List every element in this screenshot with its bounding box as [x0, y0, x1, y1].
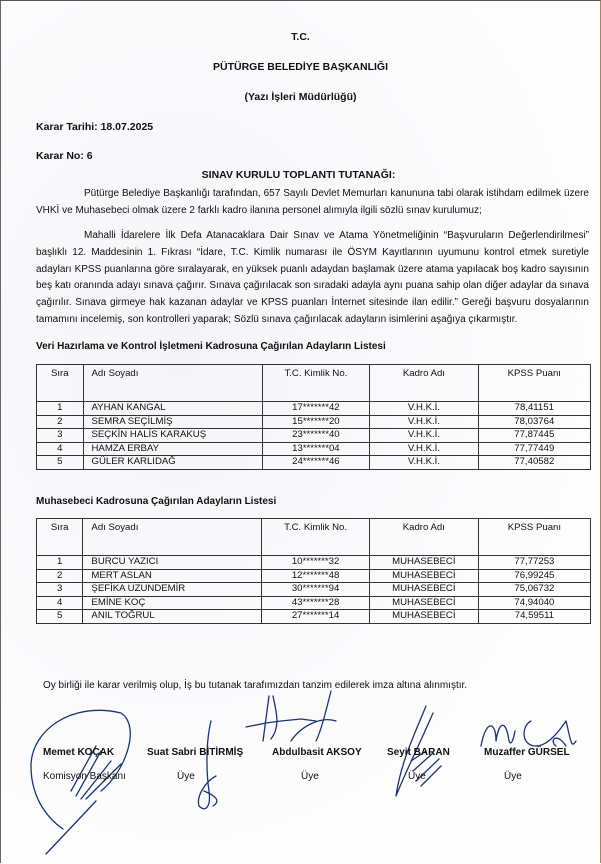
cell-id: 12*******48	[262, 569, 370, 583]
cell-id: 23*******40	[262, 429, 370, 443]
document-title: SINAV KURULU TOPLANTI TUTANAĞI:	[201, 169, 396, 181]
cell-id: 10*******32	[262, 556, 370, 570]
cell-id: 27*******14	[262, 610, 370, 624]
cell-order: 4	[37, 596, 83, 610]
cell-score: 78,03764	[478, 415, 590, 429]
cell-position: MUHASEBECİ	[369, 556, 478, 570]
cell-score: 74,94040	[478, 596, 590, 610]
cell-id: 17*******42	[262, 402, 370, 416]
col-header-score: KPSS Puanı	[478, 519, 590, 556]
signatory-name: Muzaffer GÜRSEL	[484, 747, 570, 758]
signatory-role: Üye	[177, 771, 195, 782]
cell-score: 78,41151	[478, 402, 590, 416]
vhki-table-heading: Veri Hazırlama ve Kontrol İşletmeni Kadrosuna Çağırılan Adayların Listesi	[36, 341, 386, 352]
cell-name: GÜLER KARLIDAĞ	[83, 456, 262, 470]
col-header-order: Sıra	[37, 519, 83, 556]
cell-name: MERT ASLAN	[83, 569, 262, 583]
closing-statement: Oy birliği ile karar verilmiş olup, İş bu tutanak tarafımızdan tanzim edilerek imza altına alınmıştır.	[43, 680, 468, 691]
decision-date: Karar Tarihi: 18.07.2025	[36, 121, 154, 133]
cell-order: 1	[37, 402, 84, 416]
accountant-table-heading: Muhasebeci Kadrosuna Çağırılan Adayların Listesi	[36, 496, 277, 507]
signatory-name: Abdulbasit AKSOY	[272, 747, 362, 758]
paragraph-intro-text: Pütürge Belediye Başkanlığı tarafından, 657 Sayılı Devlet Memurları kanununa tabi olarak istihdam edilmek üzere VHKİ ve Muhasebeci olmak üzere 2 farklı kadro ilanına personel alımıyla ilgili sözlü sınav kurulumuz;	[36, 188, 589, 216]
signatory-role: Üye	[408, 771, 426, 782]
cell-score: 77,40582	[478, 456, 590, 470]
cell-score: 77,77449	[478, 442, 590, 456]
cell-position: V.H.K.İ.	[370, 415, 478, 429]
signature-marks	[1, 1, 600, 863]
cell-id: 43*******28	[262, 596, 370, 610]
signatory-role: Üye	[301, 771, 319, 782]
cell-name: HAMZA ERBAY	[83, 442, 262, 456]
cell-id: 24*******46	[262, 456, 370, 470]
cell-position: MUHASEBECİ	[369, 596, 478, 610]
signature-bitirmis	[198, 721, 216, 809]
cell-position: MUHASEBECİ	[369, 583, 478, 597]
cell-position: V.H.K.İ.	[370, 456, 478, 470]
cell-name: SEÇKİN HALİS KARAKUŞ	[83, 429, 262, 443]
col-header-position: Kadro Adı	[369, 519, 478, 556]
cell-score: 74,59511	[478, 610, 590, 624]
signature-gursel	[481, 721, 576, 746]
cell-position: V.H.K.İ.	[370, 402, 478, 416]
cell-order: 1	[37, 556, 83, 570]
cell-id: 13*******04	[262, 442, 370, 456]
signature-aksoy	[246, 691, 336, 741]
cell-order: 5	[37, 456, 84, 470]
signature-kocak	[31, 710, 130, 854]
cell-position: V.H.K.İ.	[370, 429, 478, 443]
cell-id: 15*******20	[262, 415, 370, 429]
decision-number: Karar No: 6	[36, 150, 93, 162]
cell-name: AYHAN KANGAL	[83, 402, 262, 416]
cell-order: 2	[37, 569, 83, 583]
signatory-name: Seyit BARAN	[387, 747, 450, 758]
cell-position: V.H.K.İ.	[370, 442, 478, 456]
cell-name: ŞEFİKA UZUNDEMİR	[83, 583, 262, 597]
cell-position: MUHASEBECİ	[369, 569, 478, 583]
signatory-name: Suat Sabri BİTİRMİŞ	[147, 747, 244, 758]
header-department: (Yazı İşleri Müdürlüğü)	[244, 91, 357, 103]
paragraph-regulation-text: Mahalli İdarelere İlk Defa Atanacaklara Dair Sınav ve Atama Yönetmeliğinin “Başvuruların Değerlendirilmesi” başlıklı 12. Maddesinin 1. Fıkrası “İdare, T.C. Kimlik numarası ile ÖSYM Kayıtlarının uyumunu kontrol etmek suretiyle adayları KPSS puanlarına göre sıralayarak, en yüksek puanlı adaydan başlamak üzere atama yapılacak boş kadro sayısının beş katı oranında adayı sınava çağırır. Sınava çağırılacak son sıradaki adayla aynı puana sahip olan diğer adaylar da sınava çağırılır. Sınava girmeye hak kazanan adaylar ve KPSS puanları İnternet sitesinde ilan edilir.” Gereği başvuru dosyalarının tamamını incelemiş, son kontrolleri yaparak; Sözlü sınava çağırılacak adayların isimlerini aşağıya çıkarmıştır.	[36, 230, 589, 325]
cell-name: EMİNE KOÇ	[83, 596, 262, 610]
col-header-id: T.C. Kimlik No.	[262, 365, 370, 402]
cell-order: 2	[37, 415, 84, 429]
cell-name: BURCU YAZICI	[83, 556, 262, 570]
col-header-order: Sıra	[37, 365, 84, 402]
signatory-role: Komisyon Başkanı	[43, 771, 126, 782]
cell-score: 76,99245	[478, 569, 590, 583]
cell-name: SEMRA SEÇİLMİŞ	[83, 415, 262, 429]
cell-position: MUHASEBECİ	[369, 610, 478, 624]
cell-order: 5	[37, 610, 83, 624]
signatory-name: Memet KOÇAK	[43, 747, 115, 758]
cell-score: 75,06732	[478, 583, 590, 597]
cell-id: 30*******94	[262, 583, 370, 597]
col-header-position: Kadro Adı	[370, 365, 478, 402]
col-header-name: Adı Soyadı	[83, 365, 262, 402]
cell-order: 4	[37, 442, 84, 456]
signatory-role: Üye	[504, 771, 522, 782]
cell-score: 77,77253	[478, 556, 590, 570]
cell-score: 77,87445	[478, 429, 590, 443]
cell-order: 3	[37, 583, 83, 597]
cell-order: 3	[37, 429, 84, 443]
col-header-name: Adı Soyadı	[83, 519, 262, 556]
cell-name: ANIL TOĞRUL	[83, 610, 262, 624]
col-header-id: T.C. Kimlik No.	[262, 519, 370, 556]
col-header-score: KPSS Puanı	[478, 365, 590, 402]
header-tc: T.C.	[291, 31, 310, 43]
header-institution: PÜTÜRGE BELEDİYE BAŞKANLIĞI	[212, 61, 388, 73]
